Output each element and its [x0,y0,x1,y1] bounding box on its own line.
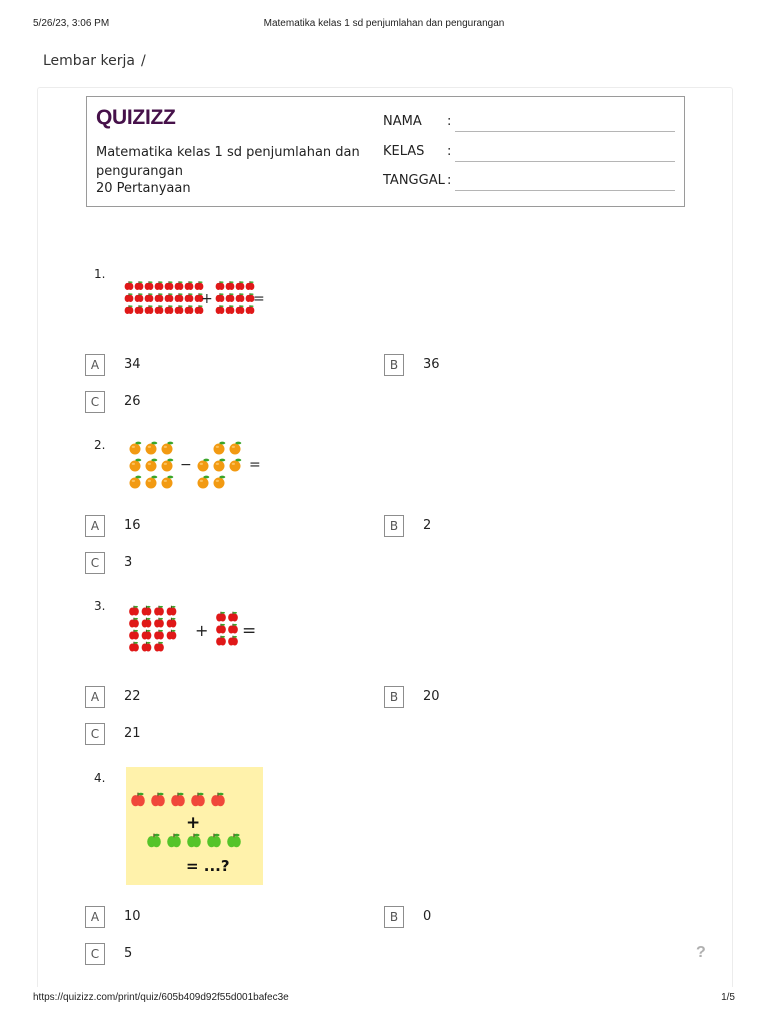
orange-icon [130,476,142,489]
name-line [455,131,675,132]
option-letter-b: B [384,515,404,537]
question-3-operator: + [195,621,209,640]
apple-icon [145,293,154,302]
question-1-number: 1. [94,267,106,281]
apple-icon [167,606,177,616]
orange-icon [146,459,158,472]
question-1-equals: = [253,291,265,307]
apple-icon [135,305,144,314]
apple-icon [216,281,225,290]
apple-icon [167,630,177,640]
option-value-a: 34 [124,357,141,372]
orange-icon [162,476,174,489]
question-3-image [123,603,263,658]
option-value-b: 2 [423,518,432,533]
option-letter-c: C [85,391,105,413]
question-3-equals: = [242,621,257,641]
name-label: NAMA [383,114,422,129]
orange-icon [130,442,142,455]
option-letter-c: C [85,723,105,745]
apple-group-right [216,612,238,646]
class-label: KELAS [383,144,425,159]
apple-icon [226,281,235,290]
orange-icon [214,459,226,472]
apple-icon [154,642,164,652]
question-2-image [123,436,273,494]
apple-icon [155,305,164,314]
option-value-c: 26 [124,394,141,409]
orange-icon [146,442,158,455]
apple-icon [226,305,235,314]
apple-icon [216,293,225,302]
apple-icon [185,305,194,314]
apple-icon [129,630,139,640]
apple-icon [236,305,245,314]
apple-icon [145,305,154,314]
breadcrumb-separator: / [140,53,146,69]
apple-icon [165,305,174,314]
quiz-title: Matematika kelas 1 sd penjumlahan dan pengurangan [96,145,360,179]
question-4-operator: + [186,813,201,833]
option-letter-b: B [384,686,404,708]
date-field [383,173,675,193]
apple-icon [175,281,184,290]
apple-icon [145,281,154,290]
name-field [383,114,675,134]
apple-icon [216,612,226,622]
apple-icon [216,305,225,314]
page-number: 1/5 [721,992,735,1003]
question-3-number: 3. [94,599,106,613]
date-line [455,190,675,191]
orange-icon [162,442,174,455]
option-value-a: 10 [124,909,141,924]
orange-icon [214,442,226,455]
option-value-c: 5 [124,946,133,961]
option-value-c: 21 [124,726,141,741]
orange-icon [230,442,242,455]
apple-icon [216,636,226,646]
print-title: Matematika kelas 1 sd penjumlahan dan pengurangan [263,18,505,29]
apple-icon [195,281,204,290]
option-letter-c: C [85,552,105,574]
name-colon: : [447,114,452,129]
question-4-number: 4. [94,771,106,785]
option-letter-a: A [85,515,105,537]
orange-icon [146,476,158,489]
question-4-image [126,767,263,885]
apple-icon [125,305,134,314]
question-4-equals: = ...? [186,857,230,875]
apple-icon [167,618,177,628]
orange-group-right [198,442,242,489]
class-field [383,144,675,164]
apple-icon [175,293,184,302]
apple-icon [246,281,255,290]
question-2-number: 2. [94,438,106,452]
apple-icon [125,281,134,290]
option-value-b: 36 [423,357,440,372]
apple-icon [165,293,174,302]
apple-icon [154,630,164,640]
option-letter-a: A [85,906,105,928]
apple-group-right [216,281,255,314]
apple-icon [142,606,152,616]
apple-icon [228,612,238,622]
question-2-equals: = [249,457,261,473]
date-label: TANGGAL [383,173,445,188]
orange-icon [130,459,142,472]
breadcrumb [43,53,146,69]
print-date: 5/26/23, 3:06 PM [33,18,110,29]
apple-icon [226,293,235,302]
option-letter-b: B [384,354,404,376]
breadcrumb-worksheet-link[interactable]: Lembar kerja [43,53,135,69]
orange-icon [198,459,210,472]
apple-icon [125,293,134,302]
class-line [455,161,675,162]
option-letter-b: B [384,906,404,928]
orange-group-left [130,442,174,489]
apple-icon [228,624,238,634]
apple-group-left [125,281,204,314]
apple-icon [154,606,164,616]
date-colon: : [447,173,452,188]
question-count: 20 Pertanyaan [96,181,191,196]
orange-icon [162,459,174,472]
option-value-c: 3 [124,555,133,570]
apple-icon [175,305,184,314]
option-letter-a: A [85,354,105,376]
apple-icon [236,281,245,290]
apple-icon [129,606,139,616]
apple-icon [165,281,174,290]
apple-group-left [129,606,176,652]
apple-icon [142,618,152,628]
option-value-b: 20 [423,689,440,704]
orange-icon [214,476,226,489]
apple-icon [129,618,139,628]
option-letter-a: A [85,686,105,708]
orange-icon [230,459,242,472]
question-1-image [123,278,273,320]
apple-icon [154,618,164,628]
option-letter-c: C [85,943,105,965]
apple-icon [185,281,194,290]
question-2-operator: − [180,457,192,473]
apple-icon [135,281,144,290]
apple-icon [236,293,245,302]
apple-icon [216,624,226,634]
apple-icon [228,636,238,646]
apple-icon [155,281,164,290]
apple-icon [142,630,152,640]
apple-icon [129,642,139,652]
option-value-b: 0 [423,909,432,924]
option-value-a: 22 [124,689,141,704]
quizizz-logo: QUIZIZZ [96,106,176,129]
question-1-operator: + [201,291,213,307]
option-value-a: 16 [124,518,141,533]
class-colon: : [447,144,452,159]
apple-icon [155,293,164,302]
worksheet-header-box [86,96,685,207]
orange-icon [198,476,210,489]
apple-icon [142,642,152,652]
apple-icon [135,293,144,302]
help-question-icon[interactable]: ? [696,944,706,961]
apple-icon [185,293,194,302]
print-url: https://quizizz.com/print/quiz/605b409d92f55d001bafec3e [33,992,289,1003]
